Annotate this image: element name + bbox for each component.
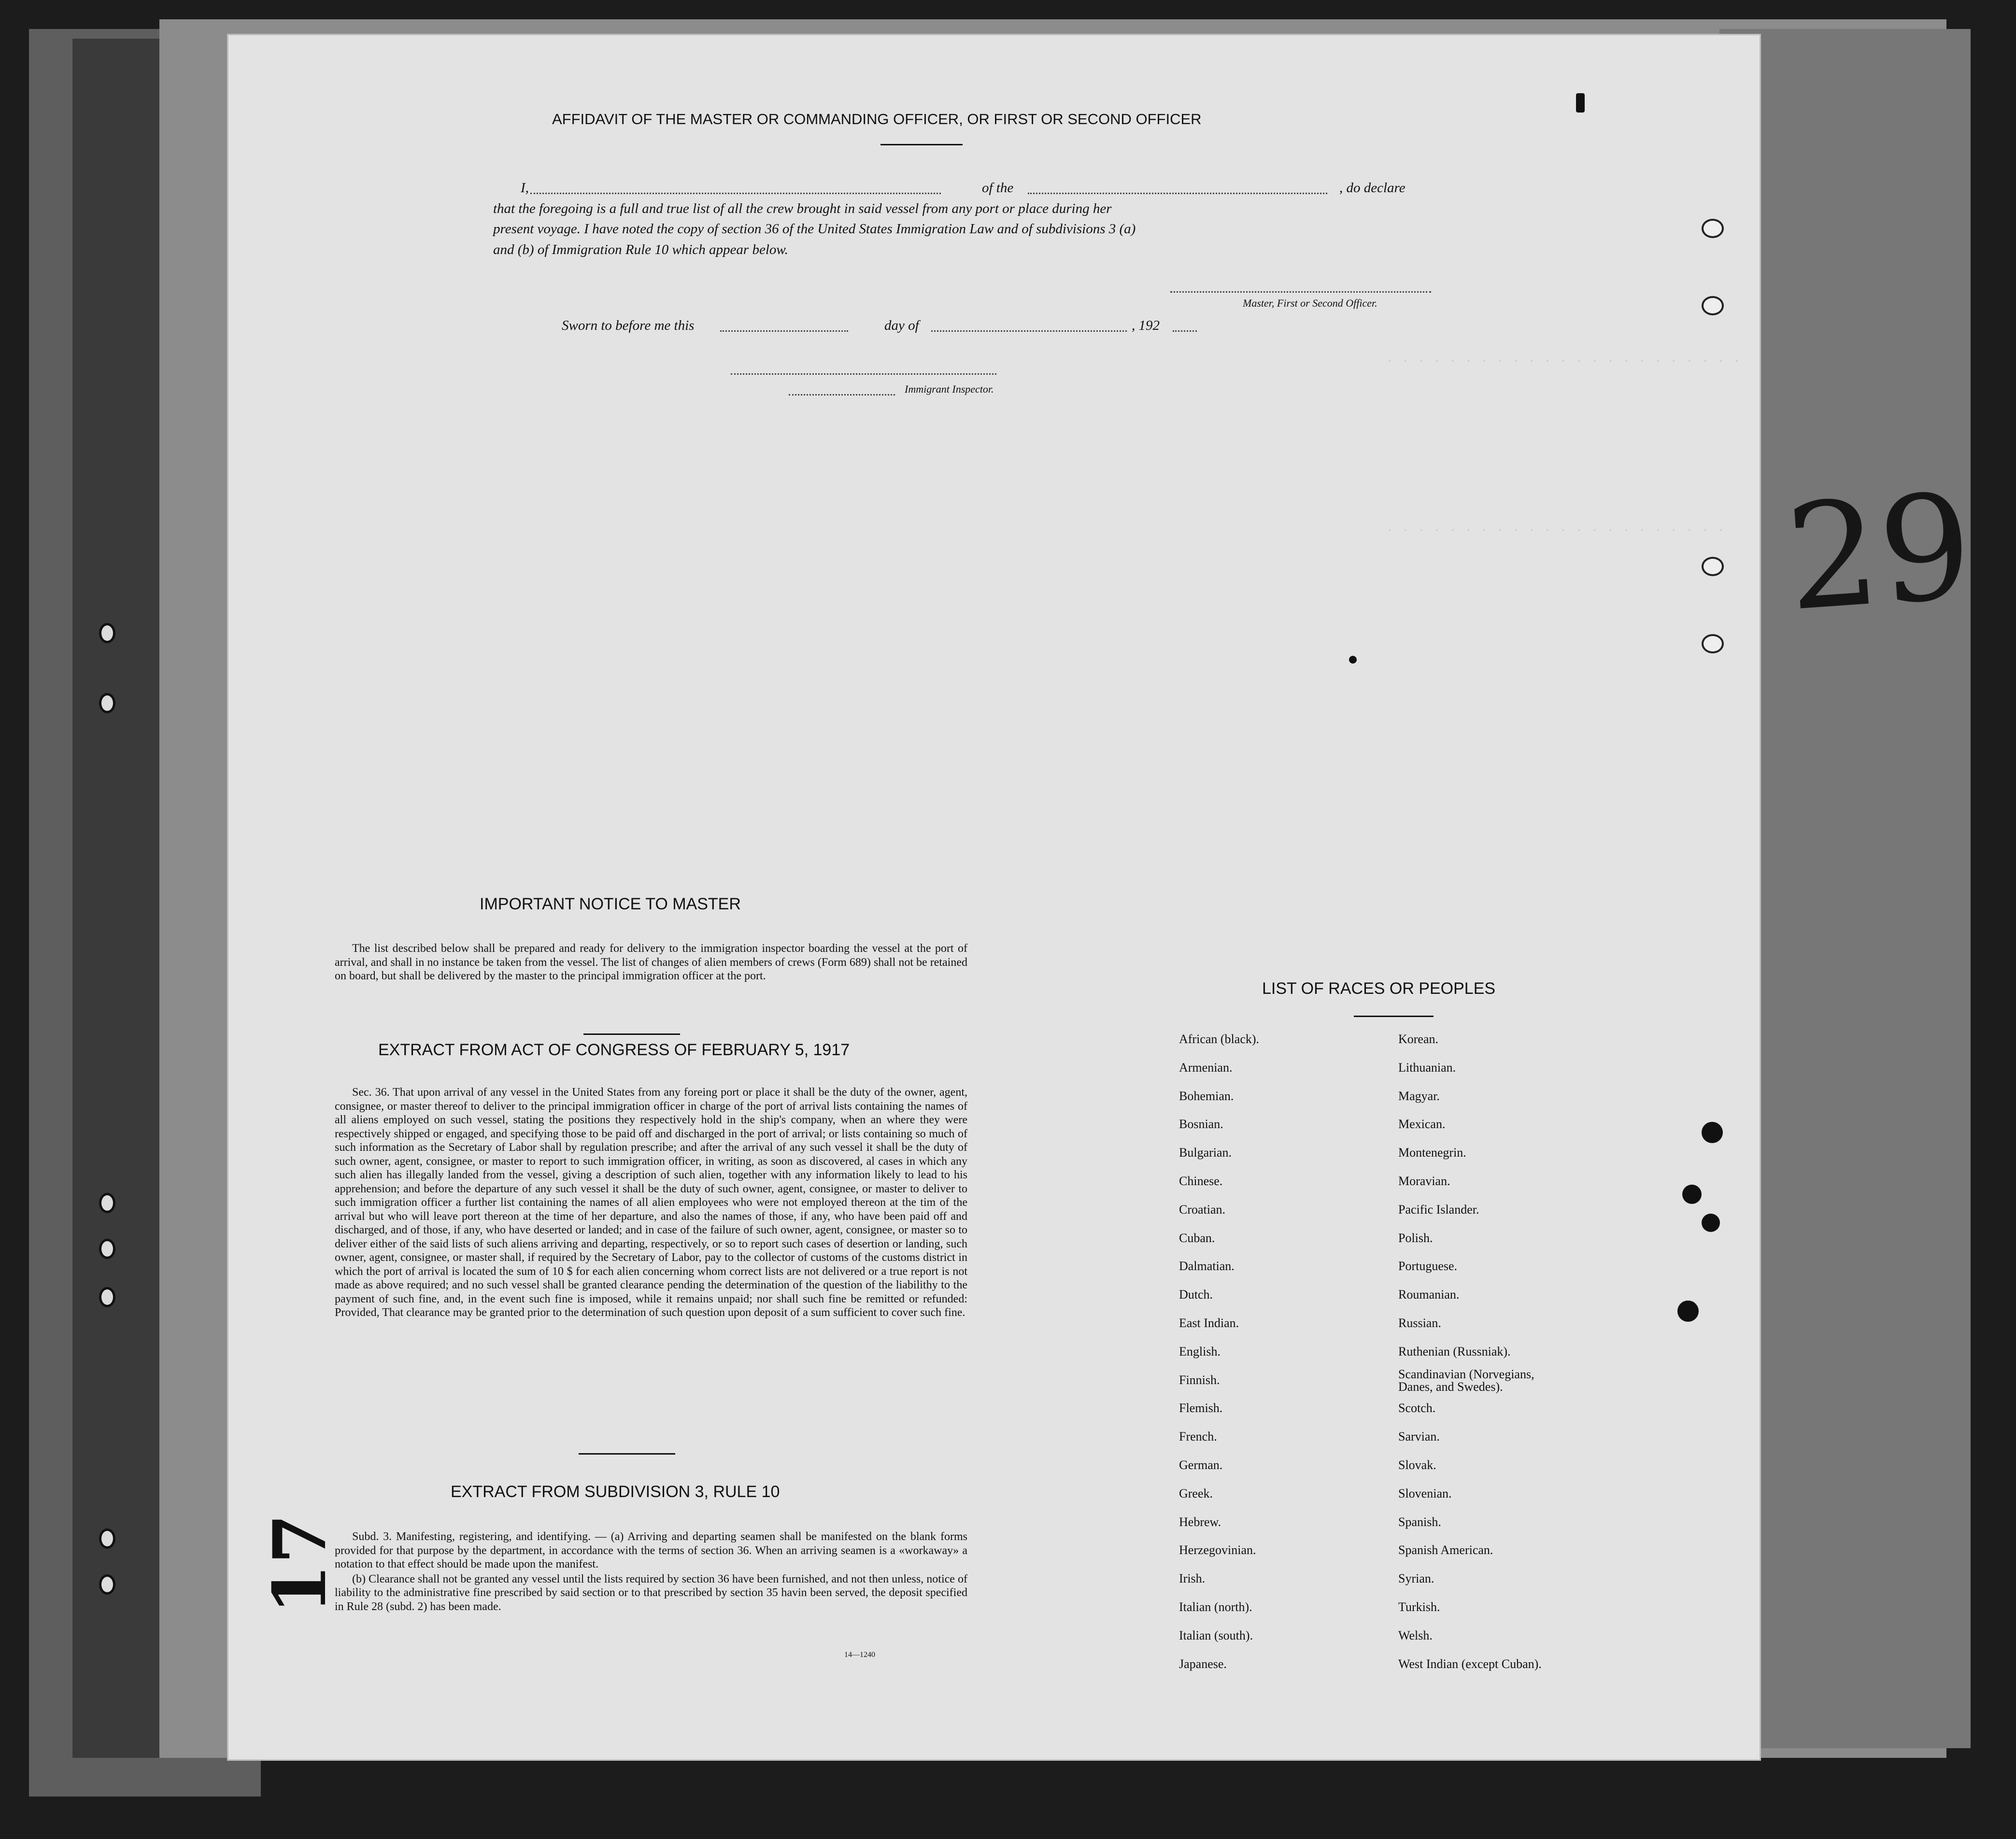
ink-blot [1677, 1301, 1699, 1322]
ink-blot [1682, 1185, 1702, 1204]
affidavit-do-declare-label: , do declare [1339, 180, 1406, 196]
extract-rule-title: EXTRACT FROM SUBDIVISION 3, RULE 10 [451, 1483, 780, 1501]
punch-hole [1702, 296, 1724, 315]
race-item: Hebrew. [1179, 1514, 1221, 1529]
race-item: Magyar. [1398, 1089, 1440, 1103]
binder-hole [99, 693, 115, 713]
race-item: Korean. [1398, 1032, 1439, 1046]
binder-hole [99, 1193, 115, 1213]
inspector-signature-line [731, 373, 996, 375]
extract-act-text [335, 1086, 967, 1321]
affidavit-body-line-1: that the foregoing is a full and true list of all the crew brought in said vessel from any port or place during her [493, 201, 1112, 216]
race-item: Portuguese. [1398, 1259, 1458, 1273]
race-item: Finnish. [1179, 1372, 1220, 1387]
race-item: Welsh. [1398, 1628, 1433, 1642]
race-item: Ruthenian (Russniak). [1398, 1344, 1511, 1358]
punch-hole [1702, 557, 1724, 576]
race-item: Russian. [1398, 1316, 1441, 1330]
affidavit-i-label: I, [521, 180, 529, 196]
bleed-through-text: . . . . . . . . . . . . . . . . . . . . . . . [1388, 349, 1743, 365]
race-item: Croatian. [1179, 1202, 1226, 1217]
race-item: Slovak. [1398, 1457, 1436, 1472]
race-item: Moravian. [1398, 1174, 1450, 1188]
affidavit-title: AFFIDAVIT OF THE MASTER OR COMMANDING OFFICER, OR FIRST OR SECOND OFFICER [552, 111, 1202, 127]
race-item: Cuban. [1179, 1231, 1215, 1245]
extract-act-bottom-rule [579, 1453, 675, 1455]
binder-hole [99, 1528, 115, 1549]
extract-rule-text [335, 1530, 967, 1614]
race-item: Bulgarian. [1179, 1146, 1232, 1160]
race-item: Dalmatian. [1179, 1259, 1235, 1273]
sworn-year-line [1173, 330, 1197, 332]
binder-hole [99, 1287, 115, 1307]
race-item: Bosnian. [1179, 1117, 1223, 1132]
handwritten-number: 29 [1781, 462, 1977, 643]
race-item: Mexican. [1398, 1117, 1446, 1132]
race-item: Chinese. [1179, 1174, 1223, 1188]
race-item: West Indian (except Cuban). [1398, 1656, 1542, 1671]
race-item: Herzegovinian. [1179, 1543, 1256, 1557]
race-item: Spanish. [1398, 1514, 1441, 1529]
race-item: Bohemian. [1179, 1089, 1234, 1103]
race-item: East Indian. [1179, 1316, 1239, 1330]
race-item: French. [1179, 1429, 1217, 1444]
race-item: Montenegrin. [1398, 1146, 1466, 1160]
ink-blot [1702, 1122, 1723, 1143]
race-item: Lithuanian. [1398, 1060, 1456, 1075]
signature-line [1170, 291, 1431, 293]
race-item: English. [1179, 1344, 1221, 1358]
binder-hole [99, 1239, 115, 1259]
notice-text [335, 942, 967, 984]
sworn-month-line [931, 330, 1127, 332]
race-item: Italian (north). [1179, 1599, 1252, 1614]
affidavit-vessel-line [1028, 193, 1327, 194]
races-title: LIST OF RACES OR PEOPLES [1262, 979, 1496, 998]
ink-blot [1702, 1214, 1720, 1232]
races-left-column [1179, 1025, 1372, 1678]
race-item: Spanish American. [1398, 1543, 1493, 1557]
race-item: Japanese. [1179, 1656, 1227, 1671]
race-item: Scandinavian (Norvegians, Danes, and Swedes). [1398, 1367, 1534, 1394]
affidavit-of-the-label: of the [982, 180, 1014, 196]
race-item: Dutch. [1179, 1287, 1213, 1302]
race-item: Pacific Islander. [1398, 1202, 1479, 1217]
ink-blot [1576, 93, 1585, 113]
ink-blot [1349, 656, 1357, 664]
race-item: Syrian. [1398, 1571, 1434, 1586]
affidavit-name-line [530, 193, 941, 194]
page-number-stamp: 17 [257, 1514, 342, 1614]
signature-caption: Master, First or Second Officer. [1243, 297, 1377, 309]
race-item: German. [1179, 1457, 1223, 1472]
affidavit-body-line-3: and (b) of Immigration Rule 10 which appear below. [493, 242, 788, 257]
punch-hole [1702, 219, 1724, 238]
bleed-through-text: . . . . . . . . . . . . . . . . . . . . . . [1388, 518, 1727, 534]
races-title-rule [1354, 1016, 1434, 1017]
year-label: , 192 [1132, 318, 1160, 333]
race-item: Armenian. [1179, 1060, 1233, 1075]
extract-act-title: EXTRACT FROM ACT OF CONGRESS OF FEBRUARY 5, 1917 [378, 1041, 850, 1059]
binder-hole [99, 1574, 115, 1595]
race-item: African (black). [1179, 1032, 1260, 1046]
binder-hole [99, 623, 115, 643]
document-page [227, 34, 1761, 1761]
form-number: 14—1240 [844, 1651, 875, 1659]
race-item: Polish. [1398, 1231, 1433, 1245]
sworn-label: Sworn to before me this [562, 318, 695, 333]
extract-rule-paragraph-b: (b) Clearance shall not be granted any vessel until the lists required by section 36 have been furnished, and not then unless, notice of liability to the administrative fine prescribed by said section or to that prescribed by section 35 havin been served, the deposit specified in Rule 28 (subd. 2) has been made. [335, 1572, 967, 1613]
sworn-day-line [720, 330, 848, 332]
notice-paragraph: The list described below shall be prepared and ready for delivery to the immigration inspector boarding the vessel at the port of arrival, and shall in no instance be taken from the vessel. The list of changes of alien members of crews (Form 689) shall not be retained on board, but shall be delivered by the master to the principal immigration officer at the port. [335, 942, 967, 982]
race-item: Slovenian. [1398, 1486, 1452, 1500]
inspector-caption: Immigrant Inspector. [905, 383, 994, 395]
race-item: Roumanian. [1398, 1287, 1460, 1302]
extract-rule-paragraph-a: Subd. 3. Manifesting, registering, and identifying. — (a) Arriving and departing seamen shall be manifested on the blank forms provided for that purpose by the department, in accordance with the terms of section 36. When an arriving seamen is a «workaway» a notation to that effect should be made upon the manifest. [335, 1530, 967, 1570]
extract-act-paragraph: Sec. 36. That upon arrival of any vessel in the United States from any foreing port or place it shall be the duty of the owner, agent, consignee, or master thereof to deliver to the principal immigration officer in charge of the port of arrival lists containing the names of all aliens employed on such vessel, stating the positions they respectively hold in the ship's company, when an where they were respectively shipped or engaged, and specifying those to be paid off and discharged in the port of arrival; or lists containing so much of such information as the Secretary of Labor shall by regulation prescribe; and after the arrival of any such vessel it shall be the duty of such owner, agent, consignee, or master to report to such immigration officer, in writing, as soon as discovered, al cases in which any such alien has illegally landed from the vessel, giving a description of such alien, together with any information likely to lead to his apprehension; and before the departure of any such vessel it shall be the duty of such owner, agent, consignee, or master to deliver to such immigration officer a further list containing the names of all alien employees who were not employed thereon at the tim of the arrival but who will leave port thereon at the time of her departure, and also the names of those, if any, who have been paid off and discharged, and of those, if any, who have deserted or landed; and in case of the failure of such owner, agent, consignee, or master so to deliver either of the said lists of such aliens arriving and departing, respectively, or so to report such cases of desertion or landing, such owner, agent, consignee, or master shall, if required by the Secretary of Labor, pay to the collector of customs of the customs district in which the port of arrival is located the sum of 10 $ for each alien concerning whom correct lists are not delivered or a true report is not made as above required; and no such vessel shall be granted clearance pending the determination of the question of the liabilithy to the payment of such fine, and, in the event such fine is imposed, while it remains unpaid; nor shall such fine be remitted or refunded: Provided, That clearance may be granted prior to the determination of such question upon deposit of a sum sufficient to cover such fine. [335, 1086, 967, 1319]
notice-title: IMPORTANT NOTICE TO MASTER [480, 895, 741, 913]
day-of-label: day of [884, 318, 919, 333]
race-item: Scotch. [1398, 1401, 1436, 1415]
race-item: Turkish. [1398, 1599, 1440, 1614]
race-item: Greek. [1179, 1486, 1213, 1500]
affidavit-body-line-2: present voyage. I have noted the copy of section 36 of the United States Immigration Law and of subdivisions 3 (a) [493, 221, 1136, 237]
race-item: Italian (south). [1179, 1628, 1253, 1642]
race-item: Sarvian. [1398, 1429, 1440, 1444]
race-item: Flemish. [1179, 1401, 1223, 1415]
extract-act-top-rule [583, 1033, 680, 1035]
races-right-column [1398, 1025, 1620, 1678]
inspector-caption-leader [789, 394, 895, 396]
punch-hole [1702, 634, 1724, 653]
affidavit-title-rule [880, 144, 963, 145]
race-item: Irish. [1179, 1571, 1206, 1586]
